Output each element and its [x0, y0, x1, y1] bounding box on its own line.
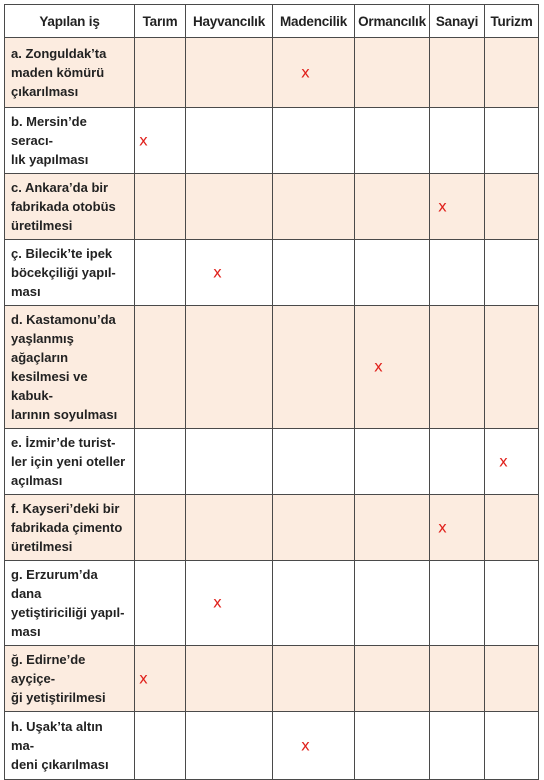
category-cell	[355, 240, 430, 306]
task-line: f. Kayseri’deki bir	[11, 501, 120, 516]
category-cell	[430, 306, 485, 429]
task-line: fabrikada çimento	[11, 520, 123, 535]
table-row	[5, 38, 539, 108]
x-mark: x	[139, 669, 148, 687]
category-cell	[186, 646, 273, 712]
table-row	[5, 561, 539, 646]
category-cell	[135, 561, 186, 646]
task-line: larının soyulması	[11, 407, 118, 422]
task-line: yetiştiriciliği yapıl-	[11, 605, 125, 620]
task-line: açılması	[11, 473, 63, 488]
task-line: çıkarılması	[11, 84, 79, 99]
table-row	[5, 712, 539, 780]
category-cell	[273, 38, 355, 108]
task-cell	[5, 712, 135, 780]
table-row	[5, 646, 539, 712]
category-cell	[273, 561, 355, 646]
header-madencilik: Madencilik	[273, 5, 355, 38]
task-line: e. İzmir’de turist-	[11, 435, 116, 450]
header-hayvancilik: Hayvancılık	[186, 5, 273, 38]
category-cell	[273, 429, 355, 495]
category-cell	[485, 429, 539, 495]
category-cell	[273, 240, 355, 306]
x-mark: x	[374, 357, 383, 376]
x-mark: x	[213, 263, 222, 281]
task-line: üretilmesi	[11, 539, 73, 554]
table-body	[5, 38, 539, 780]
x-mark: x	[438, 197, 447, 215]
category-cell	[135, 646, 186, 712]
task-line: üretilmesi	[11, 218, 73, 233]
category-cell	[273, 306, 355, 429]
table-row	[5, 306, 539, 429]
category-cell	[186, 712, 273, 780]
category-cell	[485, 38, 539, 108]
table-row	[5, 240, 539, 306]
category-cell	[273, 174, 355, 240]
task-line: ğ. Edirne’de ayçiçe-	[11, 652, 86, 686]
category-cell	[355, 174, 430, 240]
task-line: a. Zonguldak’ta	[11, 46, 107, 61]
task-line: g. Erzurum’da dana	[11, 567, 98, 601]
category-cell	[355, 495, 430, 561]
task-cell	[5, 306, 135, 429]
task-line: ği yetiştirilmesi	[11, 690, 106, 705]
category-cell	[430, 495, 485, 561]
category-cell	[135, 495, 186, 561]
task-line: deni çıkarılması	[11, 757, 109, 772]
category-cell	[355, 712, 430, 780]
task-line: fabrikada otobüs	[11, 199, 116, 214]
header-task: Yapılan iş	[5, 5, 135, 38]
category-cell	[186, 174, 273, 240]
task-line: böcekçiliği yapıl-	[11, 265, 116, 280]
activity-table-container	[4, 4, 538, 780]
x-mark: x	[499, 452, 508, 470]
table-row	[5, 108, 539, 174]
category-cell	[135, 108, 186, 174]
category-cell	[430, 712, 485, 780]
category-cell	[135, 240, 186, 306]
task-cell	[5, 174, 135, 240]
category-cell	[355, 429, 430, 495]
category-cell	[355, 38, 430, 108]
category-cell	[186, 495, 273, 561]
category-cell	[186, 108, 273, 174]
category-cell	[273, 108, 355, 174]
header-ormancilik: Ormancılık	[355, 5, 430, 38]
task-line: ması	[11, 284, 41, 299]
task-line: lık yapılması	[11, 152, 89, 167]
header-turizm: Turizm	[485, 5, 539, 38]
category-cell	[485, 561, 539, 646]
task-line: yaşlanmış ağaçların	[11, 331, 74, 365]
category-cell	[186, 240, 273, 306]
category-cell	[430, 561, 485, 646]
category-cell	[186, 306, 273, 429]
category-cell	[273, 646, 355, 712]
category-cell	[135, 306, 186, 429]
category-cell	[430, 240, 485, 306]
task-line: maden kömürü	[11, 65, 105, 80]
category-cell	[430, 174, 485, 240]
category-cell	[355, 561, 430, 646]
category-cell	[135, 712, 186, 780]
category-cell	[273, 712, 355, 780]
category-cell	[273, 495, 355, 561]
category-cell	[186, 561, 273, 646]
header-tarim: Tarım	[135, 5, 186, 38]
category-cell	[485, 712, 539, 780]
task-line: kesilmesi ve kabuk-	[11, 369, 88, 403]
category-cell	[430, 429, 485, 495]
x-mark: x	[438, 518, 447, 536]
table-row	[5, 429, 539, 495]
header-row	[5, 5, 539, 38]
task-cell	[5, 495, 135, 561]
task-line: d. Kastamonu’da	[11, 312, 116, 327]
category-cell	[186, 38, 273, 108]
header-sanayi: Sanayi	[430, 5, 485, 38]
task-line: ler için yeni oteller	[11, 454, 126, 469]
category-cell	[186, 429, 273, 495]
category-cell	[135, 429, 186, 495]
x-mark: x	[301, 736, 310, 754]
category-cell	[355, 646, 430, 712]
category-cell	[135, 38, 186, 108]
category-cell	[135, 174, 186, 240]
task-line: h. Uşak’ta altın ma-	[11, 719, 103, 753]
task-line: b. Mersin’de seracı-	[11, 114, 87, 148]
category-cell	[430, 108, 485, 174]
activity-table	[4, 4, 539, 780]
x-mark: x	[213, 593, 222, 612]
x-mark: x	[301, 63, 310, 81]
table-row	[5, 174, 539, 240]
category-cell	[485, 646, 539, 712]
task-line: c. Ankara’da bir	[11, 180, 109, 195]
category-cell	[485, 306, 539, 429]
x-mark: x	[139, 131, 148, 149]
task-cell	[5, 429, 135, 495]
task-cell	[5, 38, 135, 108]
task-line: ması	[11, 624, 41, 639]
task-cell	[5, 108, 135, 174]
category-cell	[485, 174, 539, 240]
category-cell	[430, 646, 485, 712]
task-cell	[5, 561, 135, 646]
category-cell	[485, 240, 539, 306]
task-cell	[5, 646, 135, 712]
category-cell	[485, 108, 539, 174]
category-cell	[485, 495, 539, 561]
category-cell	[430, 38, 485, 108]
task-cell	[5, 240, 135, 306]
category-cell	[355, 108, 430, 174]
category-cell	[355, 306, 430, 429]
task-line: ç. Bilecik’te ipek	[11, 246, 113, 261]
table-row	[5, 495, 539, 561]
